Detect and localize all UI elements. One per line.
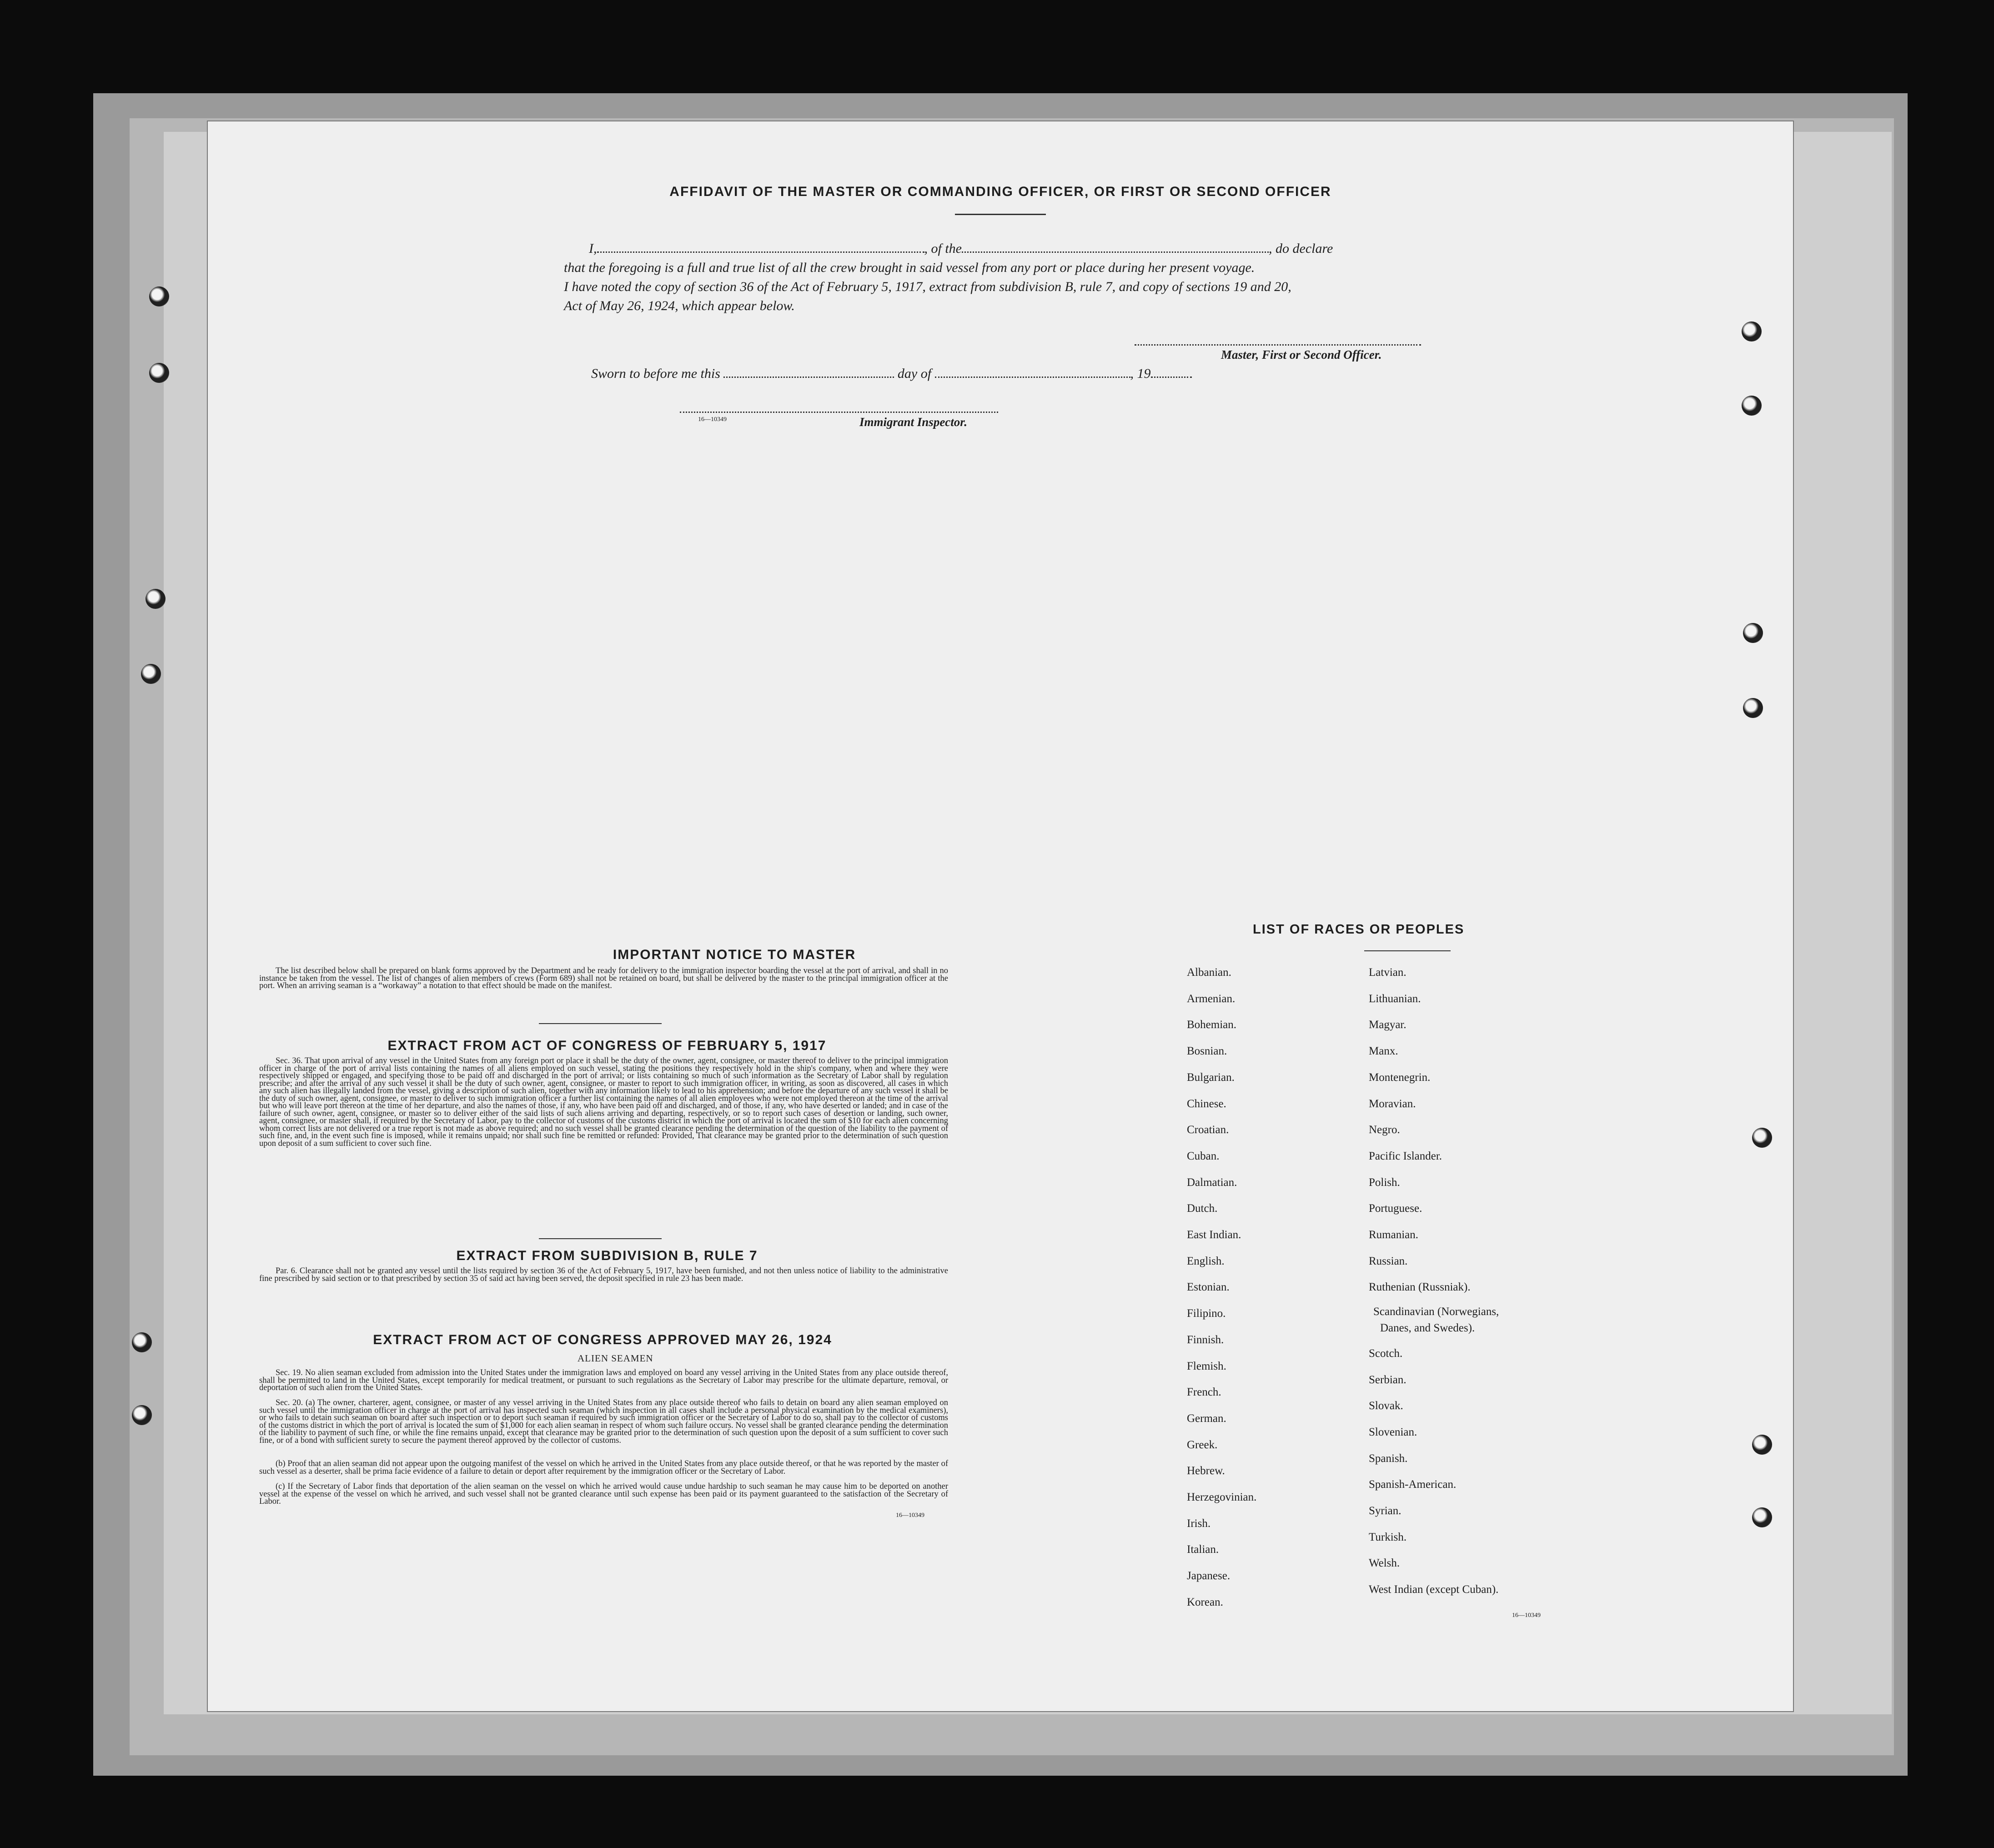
race-item: Serbian.: [1369, 1373, 1406, 1386]
race-item: Polish.: [1369, 1176, 1400, 1189]
binder-hole: [146, 589, 166, 609]
binder-hole: [1752, 1128, 1772, 1148]
extract-1917-text: Sec. 36. That upon arrival of any vessel in the United States from any foreign port or place it shall be the duty of the owner, agent, consignee, or master thereof to deliver to the principal immigration officer in charge of the port of arrival lists containing the names of all aliens employed on such vessel, stating the positions they respectively hold in the ship's company, when and where they were respectively shipped or engaged, and specifying those to be paid off and discharged in the port of arrival; or lists containing so much of such information as the Secretary of Labor shall by regulation prescribe; and after the arrival of any such vessel it shall be the duty of such owner, agent, consignee, or master to report to such immigration officer, in writing, as soon as discovered, all cases in which any such alien has illegally landed from the vessel, giving a description of such alien, together with any information likely to lead to his apprehension; and before the departure of any such vessel it shall be the duty of such owner, agent, consignee, or master to deliver to such immigration officer a further list containing the names of all alien employees who were not employed thereon at the time of the arrival but who will leave port thereon at the time of her departure, and also the names of those, if any, who have been paid off and discharged, and of those, if any, who have deserted or landed; and in case of the failure of such owner, agent, consignee, or master so to deliver either of the said lists of such aliens arriving and departing, respectively, or so to report such cases of desertion or landing, such owner, agent, consignee, or master shall, if required by the Secretary of Labor, pay to the collector of customs of the customs district in which the port of arrival is located the sum of $10 for each alien concerning whom correct lists are not delivered or a true report is not made as above required; and no such vessel shall be granted clearance pending the determination of the question of the liability to the payment of such fine, and, in the event such fine is imposed, while it remains unpaid; nor shall such fine be remitted or refunded: Provided, That clearance may be granted prior to the determination of such question upon deposit of a sum sufficient to cover such fine.: [259, 1056, 948, 1148]
rule-7-text: Par. 6. Clearance shall not be granted any vessel until the lists required by section 36 of the Act of February 5, 1917, have been furnished, and not then unless notice of liability to the administrative fine prescribed by said section or to that prescribed by section 35 of said act having been served, the deposit specified in rule 23 has been made.: [259, 1266, 948, 1283]
rule-7-title: EXTRACT FROM SUBDIVISION B, RULE 7: [456, 1248, 758, 1263]
race-item: Moravian.: [1369, 1097, 1416, 1110]
race-item: Russian.: [1369, 1255, 1408, 1267]
binder-hole: [1743, 623, 1763, 643]
affidavit-title: AFFIDAVIT OF THE MASTER OR COMMANDING OFFICER, OR FIRST OR SECOND OFFICER: [669, 184, 1331, 199]
race-item: Scotch.: [1369, 1347, 1403, 1360]
race-item: Bosnian.: [1187, 1045, 1227, 1058]
race-item: Welsh.: [1369, 1557, 1400, 1570]
race-item: Chinese.: [1187, 1097, 1226, 1110]
inspector-signature-line[interactable]: [680, 412, 998, 413]
master-name-field[interactable]: [597, 251, 924, 253]
sec-20c-text: (c) If the Secretary of Labor finds that deportation of the alien seaman on the vessel on which he arrived would cause undue hardship to such seaman he may cause him to be deported on another vessel at the expense of the vessel on which he arrived, and such vessel shall not be granted clearance until such expense has been paid or its payment guaranteed to the satisfaction of the Secretary of Labor.: [259, 1482, 948, 1506]
race-item: Irish.: [1187, 1517, 1211, 1530]
affidavit-line-3: Act of May 26, 1924, which appear below.: [564, 298, 795, 313]
divider: [539, 1238, 662, 1239]
divider: [539, 1023, 662, 1024]
race-item: Syrian.: [1369, 1505, 1401, 1517]
race-item: Cuban.: [1187, 1150, 1220, 1162]
master-signature-label: Master, First or Second Officer.: [1221, 348, 1382, 362]
sworn-day-field[interactable]: [723, 377, 894, 378]
race-item: Croatian.: [1187, 1124, 1229, 1136]
race-item: Armenian.: [1187, 992, 1236, 1005]
race-item: Magyar.: [1369, 1019, 1406, 1031]
race-item: Rumanian.: [1369, 1229, 1419, 1241]
binder-hole: [149, 363, 169, 383]
binder-hole: [1743, 698, 1763, 718]
race-item: Ruthenian (Russniak).: [1369, 1281, 1471, 1294]
race-item: Negro.: [1369, 1124, 1400, 1136]
extract-1924-title: EXTRACT FROM ACT OF CONGRESS APPROVED MAY 26, 1924: [373, 1332, 832, 1347]
sec-19-text: Sec. 19. No alien seaman excluded from admission into the United States under the immigration laws and employed on board any vessel arriving in the United States from any place outside thereof, shall be permitted to land in the United States, except temporarily for medical treatment, or pursuant to such regulations as the Secretary of Labor may prescribe for the ultimate departure, removal, or deportation of such alien from the United States.: [259, 1368, 948, 1392]
race-item: Greek.: [1187, 1438, 1218, 1451]
binder-hole: [132, 1405, 152, 1425]
race-item: Bohemian.: [1187, 1019, 1237, 1031]
race-item: Herzegovinian.: [1187, 1491, 1257, 1503]
race-item: French.: [1187, 1386, 1221, 1399]
race-item: Dutch.: [1187, 1202, 1218, 1215]
race-item: Lithuanian.: [1369, 992, 1421, 1005]
race-item: German.: [1187, 1412, 1226, 1425]
sec-20a-text: Sec. 20. (a) The owner, charterer, agent, consignee, or master of any vessel arriving in the United States from any place outside thereof who fails to detain on board any alien seaman employed on such vessel until the immigration officer in charge at the port of arrival has inspected such seaman (which inspection in all cases shall include a personal physical examination by the medical examiners), or who fails to detain such seaman on board after such inspection or to deport such seaman if required by such immigration officer or the Secretary of Labor to do so, shall pay to the collector of customs of the customs district in which the port of arrival is located the sum of $1,000 for each alien seaman in respect of whom such failure occurs. No vessel shall be granted clearance pending the determination of the liability to payment of such fine, or while the fine remains unpaid, except that clearance may be granted prior to the determination of such question upon the deposit of a sum sufficient to cover such fine, or of a bond with sufficient surety to secure the payment thereof approved by the collector of customs.: [259, 1398, 948, 1445]
sworn-line: Sworn to before me this day of , 19: [591, 366, 1192, 382]
race-item: Flemish.: [1187, 1360, 1226, 1372]
race-item: Manx.: [1369, 1045, 1398, 1058]
race-item: Finnish.: [1187, 1333, 1224, 1346]
race-item: Scandinavian (Norwegians,: [1373, 1306, 1499, 1318]
divider: [955, 214, 1046, 215]
race-item: Dalmatian.: [1187, 1176, 1237, 1189]
form-number: 16—10349: [1512, 1612, 1541, 1619]
form-number: 16—10349: [896, 1512, 924, 1519]
form-number: 16—10349: [698, 416, 727, 423]
inspector-label: Immigrant Inspector.: [859, 415, 968, 429]
notice-title: IMPORTANT NOTICE TO MASTER: [613, 947, 856, 962]
notice-text: The list described below shall be prepared on blank forms approved by the Department and be ready for delivery to the immigration inspector boarding the vessel at the port of arrival, and shall in no instance be taken from the vessel. The list of changes of alien members of crews (Form 689) shall not be retained on board, but shall be delivered by the master to the principal immigration officer at the port. When an arriving seaman is a “workaway” a notation to that effect should be made on the manifest.: [259, 966, 948, 990]
alien-seamen-subtitle: ALIEN SEAMEN: [578, 1353, 653, 1364]
binder-hole: [132, 1332, 152, 1352]
vessel-name-field[interactable]: [962, 251, 1269, 253]
race-item: Albanian.: [1187, 966, 1231, 979]
divider: [1364, 950, 1451, 951]
binder-hole: [1752, 1507, 1772, 1527]
race-item: Estonian.: [1187, 1281, 1230, 1294]
race-item: Danes, and Swedes).: [1380, 1322, 1475, 1335]
race-item: Spanish.: [1369, 1452, 1408, 1465]
race-item: English.: [1187, 1255, 1225, 1267]
race-item: Slovak.: [1369, 1400, 1403, 1412]
race-item: Turkish.: [1369, 1531, 1407, 1543]
sworn-year-field[interactable]: [1151, 377, 1192, 378]
binder-hole: [1742, 396, 1762, 416]
race-item: Latvian.: [1369, 966, 1406, 979]
race-item: Filipino.: [1187, 1307, 1226, 1320]
race-item: Pacific Islander.: [1369, 1150, 1442, 1162]
race-item: Korean.: [1187, 1596, 1223, 1608]
affidavit-line-1: that the foregoing is a full and true list of all the crew brought in said vessel from any port or place during her present voyage.: [564, 260, 1255, 275]
sec-20b-text: (b) Proof that an alien seaman did not appear upon the outgoing manifest of the vessel on which he arrived in the United States from any place outside thereof, or that he was reported by the master of such vessel as a deserter, shall be prima facie evidence of a failure to detain or deport after requirement by the immigration officer or the Secretary of Labor.: [259, 1459, 948, 1476]
sworn-month-field[interactable]: [935, 377, 1130, 378]
affidavit-i: I, , of the , do declare: [589, 241, 1333, 256]
race-item: Japanese.: [1187, 1570, 1231, 1582]
race-item: Bulgarian.: [1187, 1071, 1235, 1084]
binder-hole: [1752, 1435, 1772, 1455]
extract-1917-title: EXTRACT FROM ACT OF CONGRESS OF FEBRUARY 5, 1917: [387, 1038, 827, 1053]
binder-hole: [141, 664, 161, 684]
binder-hole: [1742, 321, 1762, 341]
race-item: West Indian (except Cuban).: [1369, 1583, 1499, 1596]
race-item: Portuguese.: [1369, 1202, 1422, 1215]
race-item: Italian.: [1187, 1543, 1219, 1556]
master-signature-line[interactable]: [1135, 344, 1421, 346]
race-item: East Indian.: [1187, 1229, 1241, 1241]
race-item: Slovenian.: [1369, 1426, 1417, 1438]
race-item: Spanish-American.: [1369, 1478, 1457, 1491]
affidavit-line-2: I have noted the copy of section 36 of the Act of February 5, 1917, extract from subdivision B, rule 7, and copy of sections 19 and 20,: [564, 279, 1291, 294]
race-item: Montenegrin.: [1369, 1071, 1431, 1084]
binder-hole: [149, 286, 169, 306]
manifest-page: [207, 121, 1794, 1712]
race-item: Hebrew.: [1187, 1465, 1225, 1477]
races-title: LIST OF RACES OR PEOPLES: [1253, 922, 1465, 937]
